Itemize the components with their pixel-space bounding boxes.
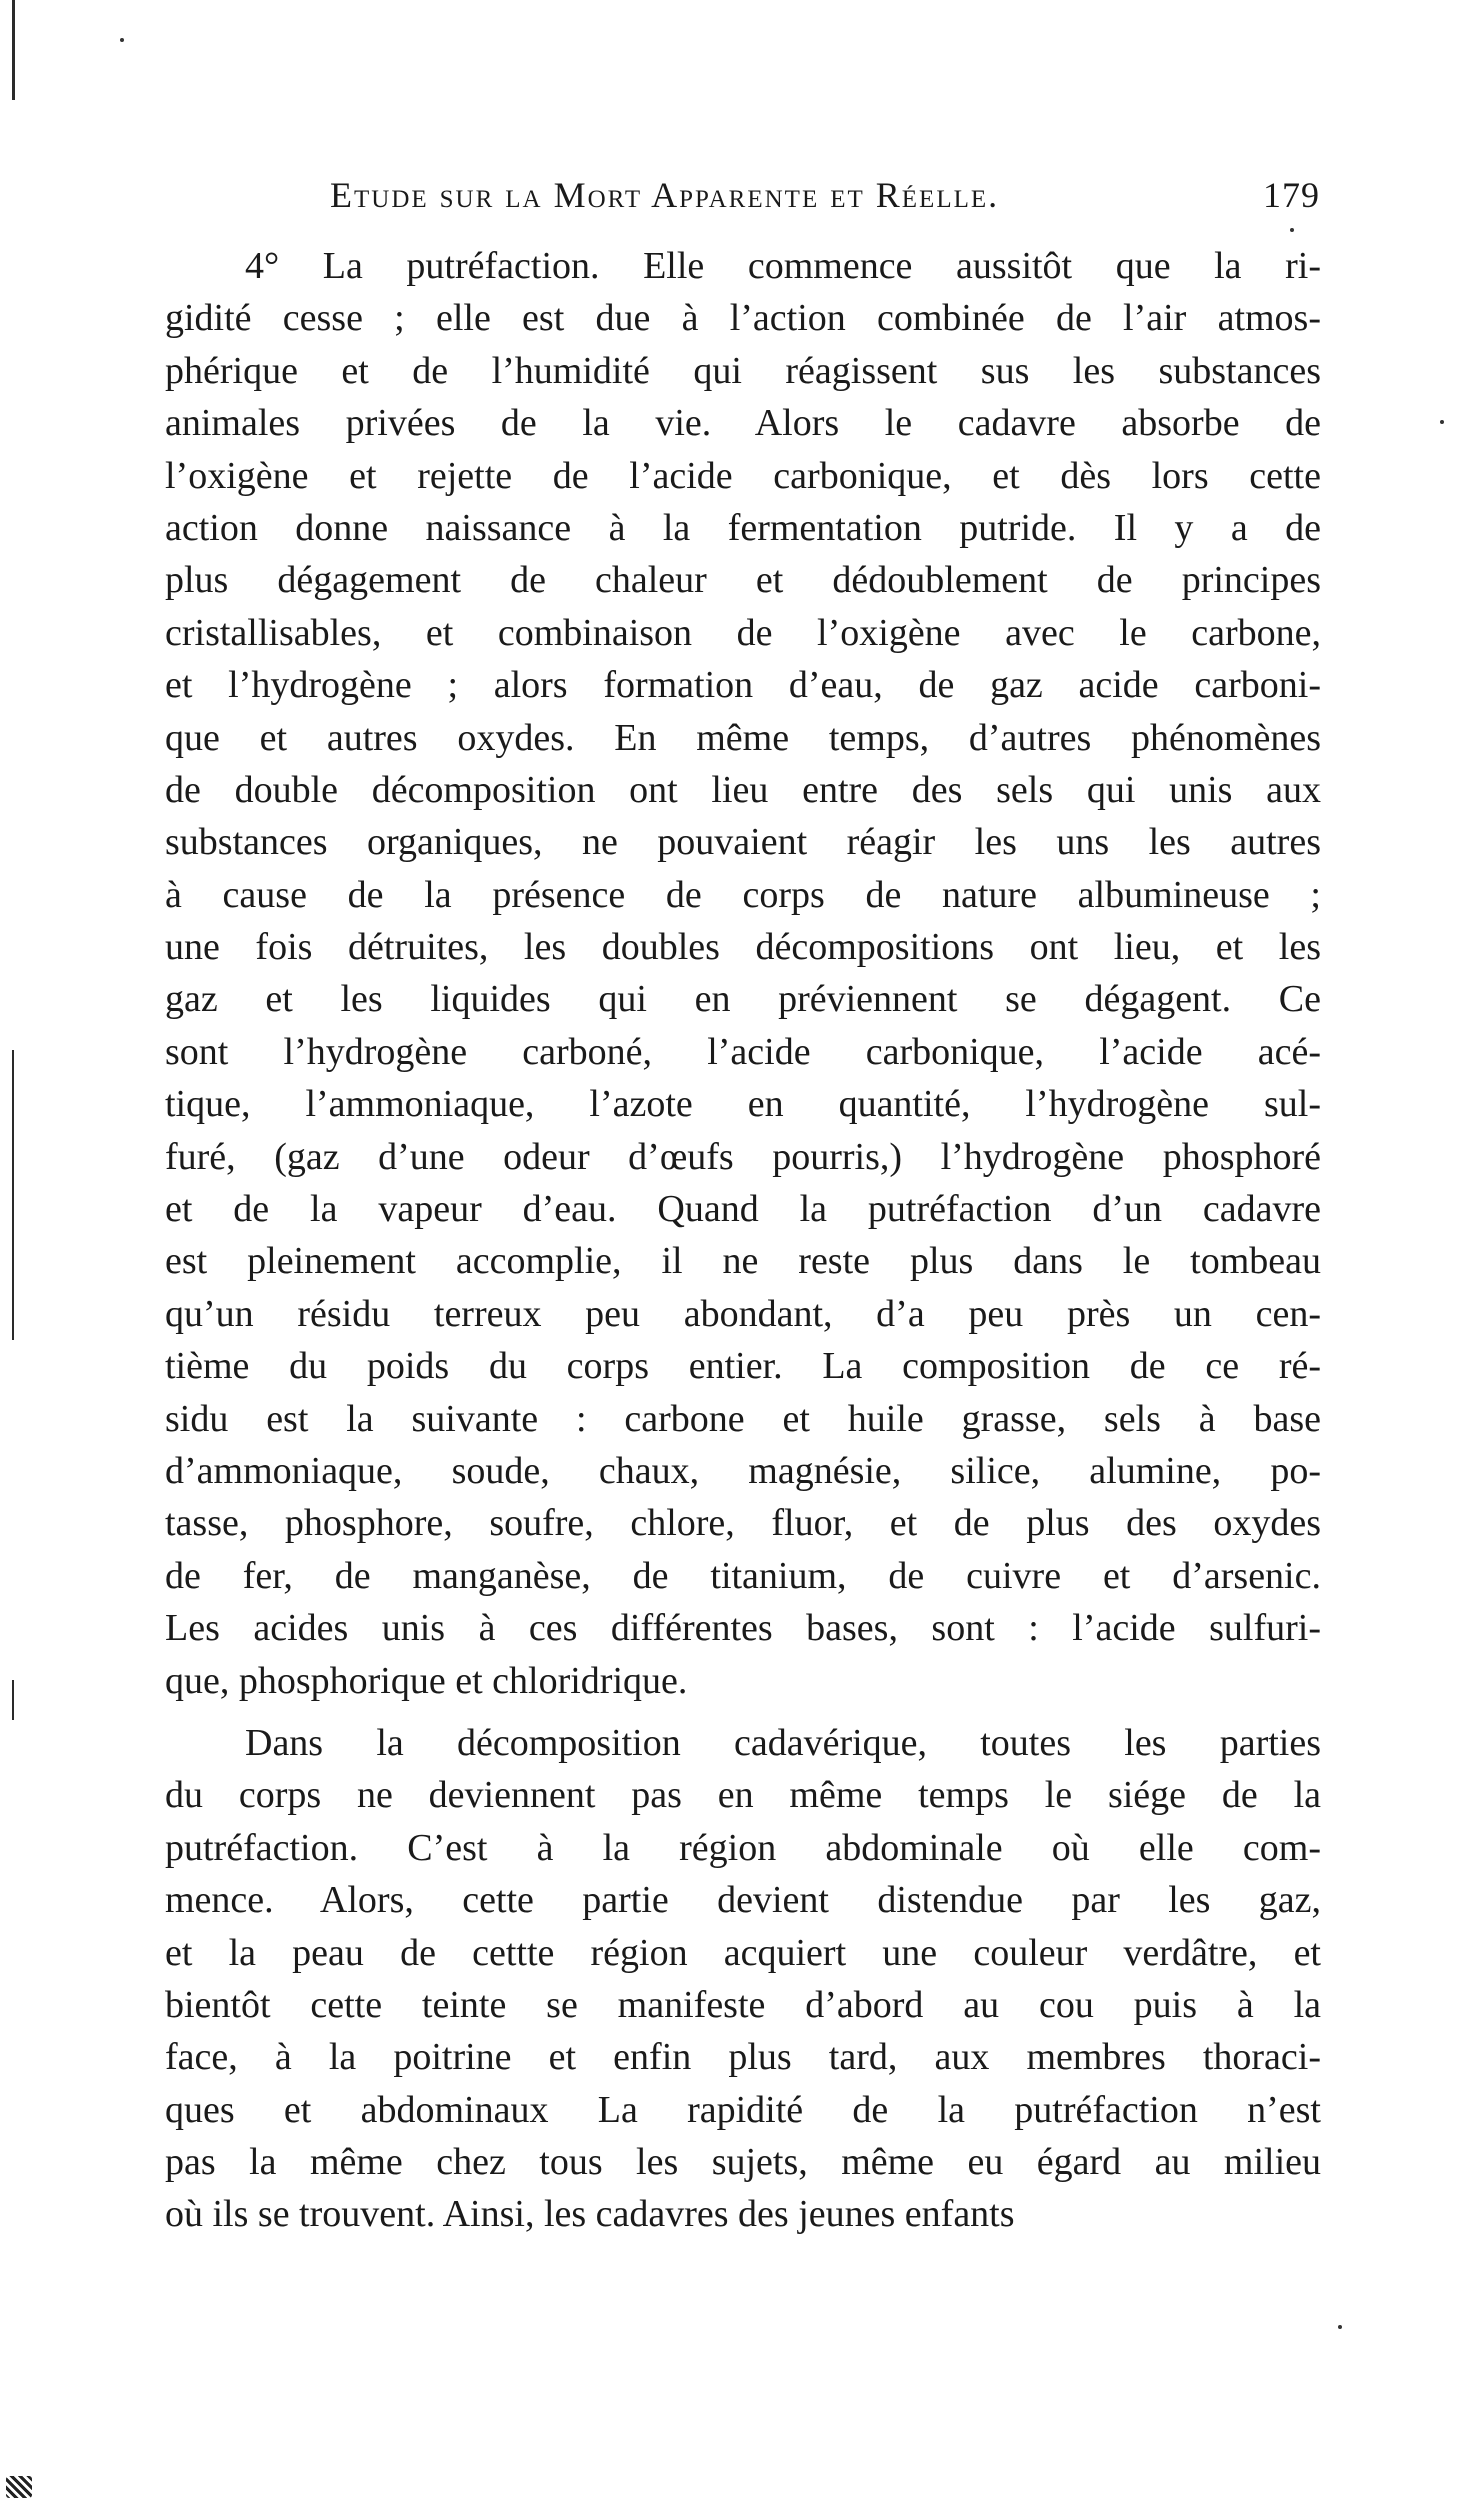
- text-line: où ils se trouvent. Ainsi, les cadavres des jeunes enfants: [165, 2193, 1015, 2236]
- text-line: et la peau de cettte région acquiert une couleur verdâtre, et: [165, 1931, 1321, 1974]
- text-line: tique, l’ammoniaque, l’azote en quantité, l’hydrogène sul-: [165, 1083, 1321, 1126]
- text-line: du corps ne deviennent pas en même temps le siége de la: [165, 1774, 1321, 1817]
- text-line: furé, (gaz d’une odeur d’œufs pourris,) l’hydrogène phosphoré: [165, 1135, 1321, 1178]
- text-line: Dans la décomposition cadavérique, toutes les parties: [245, 1721, 1321, 1764]
- text-line: est pleinement accomplie, il ne reste plus dans le tombeau: [165, 1240, 1321, 1283]
- text-line: que et autres oxydes. En même temps, d’autres phénomènes: [165, 716, 1321, 759]
- body-text: [165, 240, 1321, 2241]
- text-line: l’oxigène et rejette de l’acide carbonique, et dès lors cette: [165, 454, 1321, 497]
- text-line: sidu est la suivante : carbone et huile grasse, sels à base: [165, 1397, 1321, 1440]
- page-header: [330, 160, 1320, 220]
- text-line: sont l’hydrogène carboné, l’acide carbonique, l’acide acé-: [165, 1030, 1321, 1073]
- text-line: ques et abdominaux La rapidité de la putréfaction n’est: [165, 2088, 1321, 2131]
- text-line: de fer, de manganèse, de titanium, de cuivre et d’arsenic.: [165, 1554, 1321, 1597]
- page-edge-mark: [12, 1050, 14, 1340]
- text-line: plus dégagement de chaleur et dédoublement de principes: [165, 559, 1321, 602]
- text-line: tième du poids du corps entier. La composition de ce ré-: [165, 1345, 1321, 1388]
- text-line: face, à la poitrine et enfin plus tard, aux membres thoraci-: [165, 2036, 1321, 2079]
- ink-speck: [1338, 2325, 1342, 2329]
- text-line: putréfaction. C’est à la région abdominale où elle com-: [165, 1826, 1321, 1869]
- text-line: mence. Alors, cette partie devient distendue par les gaz,: [165, 1879, 1321, 1922]
- ink-speck: [120, 38, 124, 42]
- text-line: Les acides unis à ces différentes bases, sont : l’acide sulfuri-: [165, 1607, 1321, 1650]
- text-line: que, phosphorique et chloridrique.: [165, 1659, 688, 1702]
- text-line: phérique et de l’humidité qui réagissent sus les substances: [165, 349, 1321, 392]
- text-line: animales privées de la vie. Alors le cadavre absorbe de: [165, 402, 1321, 445]
- text-line: à cause de la présence de corps de nature albumineuse ;: [165, 873, 1321, 916]
- ink-speck: [1290, 228, 1294, 232]
- text-line: 4° La putréfaction. Elle commence aussitôt que la ri-: [245, 245, 1321, 287]
- text-line: substances organiques, ne pouvaient réagir les uns les autres: [165, 821, 1321, 864]
- paragraph: [165, 1717, 1321, 2241]
- print-artifact: [6, 2476, 32, 2498]
- page-number: 179: [1263, 175, 1320, 215]
- text-line: tasse, phosphore, soufre, chlore, fluor, et de plus des oxydes: [165, 1502, 1321, 1545]
- page-edge-mark: [12, 0, 15, 100]
- text-line: gidité cesse ; elle est due à l’action combinée de l’air atmos-: [165, 297, 1321, 340]
- paragraph: [165, 240, 1321, 1707]
- text-line: une fois détruites, les doubles décompositions ont lieu, et les: [165, 926, 1321, 969]
- running-title: Etude sur la Mort Apparente et Réelle.: [330, 175, 1000, 215]
- text-line: qu’un résidu terreux peu abondant, d’a peu près un cen-: [165, 1292, 1321, 1335]
- text-line: action donne naissance à la fermentation putride. Il y a de: [165, 506, 1321, 549]
- text-line: cristallisables, et combinaison de l’oxigène avec le carbone,: [165, 611, 1321, 654]
- text-line: de double décomposition ont lieu entre des sels qui unis aux: [165, 768, 1321, 811]
- text-line: bientôt cette teinte se manifeste d’abord au cou puis à la: [165, 1983, 1321, 2026]
- text-line: et de la vapeur d’eau. Quand la putréfaction d’un cadavre: [165, 1188, 1321, 1231]
- text-line: et l’hydrogène ; alors formation d’eau, de gaz acide carboni-: [165, 664, 1321, 707]
- text-line: d’ammoniaque, soude, chaux, magnésie, silice, alumine, po-: [165, 1449, 1321, 1492]
- ink-speck: [1440, 420, 1444, 424]
- text-line: pas la même chez tous les sujets, même eu égard au milieu: [165, 2141, 1321, 2184]
- text-line: gaz et les liquides qui en préviennent se dégagent. Ce: [165, 978, 1321, 1021]
- page-edge-mark: [12, 1680, 14, 1720]
